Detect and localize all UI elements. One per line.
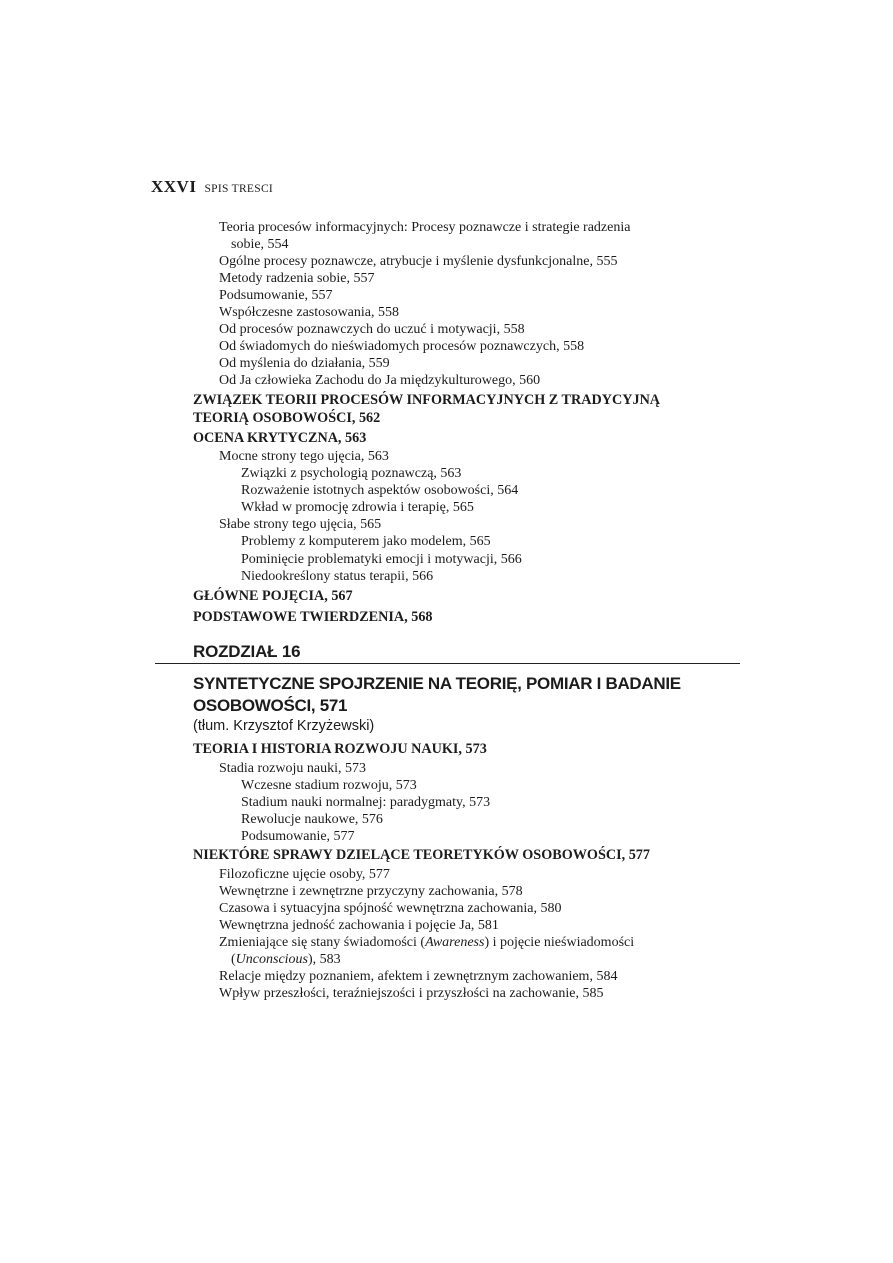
chapter-divider [155,663,740,664]
toc-section-heading: PODSTAWOWE TWIERDZENIA, 568 [193,609,433,625]
chapter-title-continuation: OSOBOWOŚCI, 571 [193,696,348,715]
toc-subentry: Niedookreślony status terapii, 566 [241,569,434,584]
toc-entry-continuation [231,951,341,968]
toc-entry: Stadia rozwoju nauki, 573 [219,761,366,776]
translator-credit: (tłum. Krzysztof Krzyżewski) [193,718,375,734]
toc-entry: Czasowa i sytuacyjna spójność wewnętrzna zachowania, 580 [219,901,562,916]
chapter-title: SYNTETYCZNE SPOJRZENIE NA TEORIĘ, POMIAR I BADANIE [193,674,681,693]
toc-entry: Teoria procesów informacyjnych: Procesy poznawcze i strategie radzenia [219,220,631,235]
toc-subentry: Podsumowanie, 577 [241,829,355,844]
entry-text: ) i pojęcie nieświadomości [484,935,635,950]
toc-section-heading: GŁÓWNE POJĘCIA, 567 [193,588,353,604]
toc-entry: Ogólne procesy poznawcze, atrybucje i myślenie dysfunkcjonalne, 555 [219,254,618,269]
toc-section-heading-continuation: TEORIĄ OSOBOWOŚCI, 562 [193,410,381,426]
toc-subentry: Stadium nauki normalnej: paradygmaty, 573 [241,795,491,810]
toc-entry: Metody radzenia sobie, 557 [219,271,375,286]
toc-subentry: Wczesne stadium rozwoju, 573 [241,778,417,793]
toc-section-heading: OCENA KRYTYCZNA, 563 [193,430,367,446]
toc-entry: Od świadomych do nieświadomych procesów poznawczych, 558 [219,339,585,354]
toc-entry: Mocne strony tego ujęcia, 563 [219,449,389,464]
toc-subentry: Problemy z komputerem jako modelem, 565 [241,534,491,549]
toc-section-heading: TEORIA I HISTORIA ROZWOJU NAUKI, 573 [193,741,487,757]
toc-entry [219,934,634,951]
toc-entry: Filozoficzne ujęcie osoby, 577 [219,867,390,882]
toc-entry-continuation: sobie, 554 [231,237,289,252]
toc-entry: Wpływ przeszłości, teraźniejszości i przyszłości na zachowanie, 585 [219,986,604,1001]
entry-term-italic: Unconscious [235,952,308,967]
chapter-label: ROZDZIAŁ 16 [193,642,301,661]
entry-text: ), 583 [308,952,341,967]
toc-section-heading: ZWIĄZEK TEORII PROCESÓW INFORMACYJNYCH Z TRADYCYJNĄ [193,392,661,408]
running-title: SPIS TRESCI [204,183,274,195]
entry-text: Zmieniające się stany świadomości ( [219,935,426,950]
page-number: XXVI [151,177,197,196]
entry-term-italic: Awareness [425,935,485,950]
toc-entry: Od myślenia do działania, 559 [219,356,390,371]
toc-entry: Wewnętrzna jedność zachowania i pojęcie Ja, 581 [219,918,499,933]
entry-text: ( [231,952,236,967]
toc-entry: Podsumowanie, 557 [219,288,333,303]
toc-entry: Wewnętrzne i zewnętrzne przyczyny zachowania, 578 [219,884,523,899]
toc-subentry: Rewolucje naukowe, 576 [241,812,383,827]
toc-subentry: Wkład w promocję zdrowia i terapię, 565 [241,500,474,515]
toc-entry: Relacje między poznaniem, afektem i zewnętrznym zachowaniem, 584 [219,969,618,984]
toc-entry: Od Ja człowieka Zachodu do Ja międzykulturowego, 560 [219,373,541,388]
toc-section-heading: NIEKTÓRE SPRAWY DZIELĄCE TEORETYKÓW OSOBOWOŚCI, 577 [193,847,650,863]
toc-subentry: Związki z psychologią poznawczą, 563 [241,466,462,481]
toc-entry: Słabe strony tego ujęcia, 565 [219,517,382,532]
toc-entry: Od procesów poznawczych do uczuć i motywacji, 558 [219,322,525,337]
page-header [151,177,273,197]
toc-entry: Współczesne zastosowania, 558 [219,305,399,320]
toc-subentry: Pominięcie problematyki emocji i motywacji, 566 [241,552,522,567]
toc-subentry: Rozważenie istotnych aspektów osobowości, 564 [241,483,519,498]
